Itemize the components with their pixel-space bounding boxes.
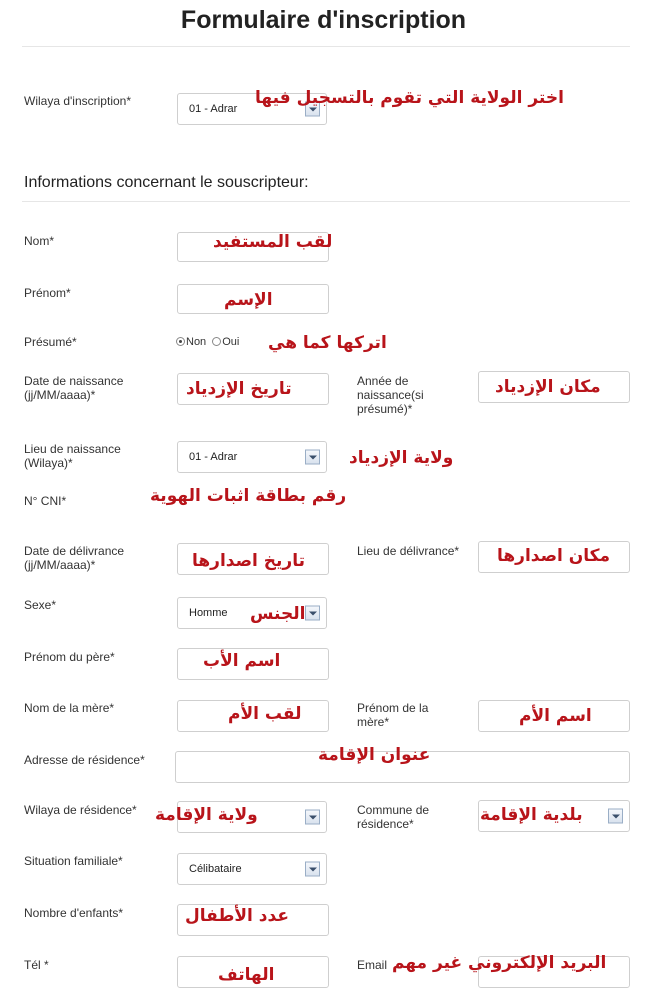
presume-non-label: Non [186, 336, 207, 348]
situation-label: Situation familiale* [24, 854, 123, 868]
chevron-down-icon [305, 450, 320, 465]
presume-radio-group [176, 336, 239, 348]
section-divider [22, 201, 630, 202]
nom-mere-label: Nom de la mère* [24, 701, 115, 715]
email-label: Email [357, 958, 388, 972]
presume-non-radio[interactable] [176, 337, 185, 346]
date-delivrance-note: تاريخ اصدارها [192, 551, 305, 571]
adresse-label: Adresse de résidence* [24, 753, 145, 767]
prenom-mere-note: اسم الأم [519, 706, 592, 726]
tel-label: Tél * [24, 958, 49, 972]
situation-select[interactable] [177, 853, 327, 885]
commune-residence-note: بلدية الإقامة [480, 805, 583, 825]
annee-naissance-note: مكان الإزدياد [495, 377, 601, 397]
chevron-down-icon [305, 606, 320, 621]
prenom-pere-label: Prénom du père* [24, 650, 115, 664]
cni-note: رقم بطاقة اثبات الهوية [150, 486, 347, 506]
lieu-delivrance-note: مكان اصدارها [497, 546, 611, 566]
chevron-down-icon [608, 809, 623, 824]
lieu-naissance-value: 01 - Adrar [189, 451, 238, 463]
lieu-delivrance-label: Lieu de délivrance* [357, 544, 460, 558]
wilaya-residence-note: ولاية الإقامة [155, 805, 258, 825]
lieu-naissance-label: Lieu de naissance (Wilaya)* [24, 442, 121, 470]
prenom-pere-note: اسم الأب [203, 651, 281, 671]
wilaya-inscription-value: 01 - Adrar [189, 103, 238, 115]
presume-oui-radio[interactable] [212, 337, 221, 346]
page-title: Formulaire d'inscription [180, 6, 467, 34]
nom-mere-note: لقب الأم [228, 704, 302, 724]
prenom-note: الإسم [224, 290, 273, 310]
presume-label: Présumé* [24, 335, 77, 349]
sexe-note: الجنس [250, 604, 306, 624]
date-delivrance-label: Date de délivrance (jj/MM/aaaa)* [24, 544, 125, 572]
section-title: Informations concernant le souscripteur: [24, 174, 309, 191]
cni-label: N° CNI* [24, 494, 67, 508]
presume-oui-label: Oui [222, 336, 240, 348]
date-naissance-label: Date de naissance (jj/MM/aaaa)* [24, 374, 124, 402]
commune-residence-label: Commune de résidence* [357, 803, 430, 831]
title-divider [22, 46, 630, 47]
annee-naissance-label: Année de naissance(si présumé)* [357, 374, 424, 416]
email-note: البريد الإلكتروني غير مهم [392, 953, 607, 973]
tel-note: الهاتف [218, 965, 275, 985]
wilaya-inscription-note: اختر الولاية التي تقوم بالتسجيل فيها [255, 88, 564, 108]
sexe-value: Homme [189, 607, 228, 619]
nom-note: لقب المستفيد [213, 232, 333, 252]
wilaya-residence-label: Wilaya de résidence* [24, 803, 137, 817]
chevron-down-icon [305, 810, 320, 825]
enfants-note: عدد الأطفال [185, 906, 289, 926]
situation-value: Célibataire [189, 863, 242, 875]
lieu-naissance-select[interactable] [177, 441, 327, 473]
prenom-label: Prénom* [24, 286, 71, 300]
presume-note: اتركها كما هي [268, 333, 387, 353]
chevron-down-icon [305, 862, 320, 877]
adresse-note: عنوان الإقامة [318, 745, 431, 765]
sexe-label: Sexe* [24, 598, 57, 612]
lieu-naissance-note: ولاية الإزدياد [349, 448, 454, 468]
date-naissance-note: تاريخ الإزدياد [186, 379, 292, 399]
enfants-label: Nombre d'enfants* [24, 906, 124, 920]
wilaya-inscription-label: Wilaya d'inscription* [24, 94, 131, 108]
nom-label: Nom* [24, 234, 55, 248]
prenom-mere-label: Prénom de la mère* [357, 701, 429, 729]
